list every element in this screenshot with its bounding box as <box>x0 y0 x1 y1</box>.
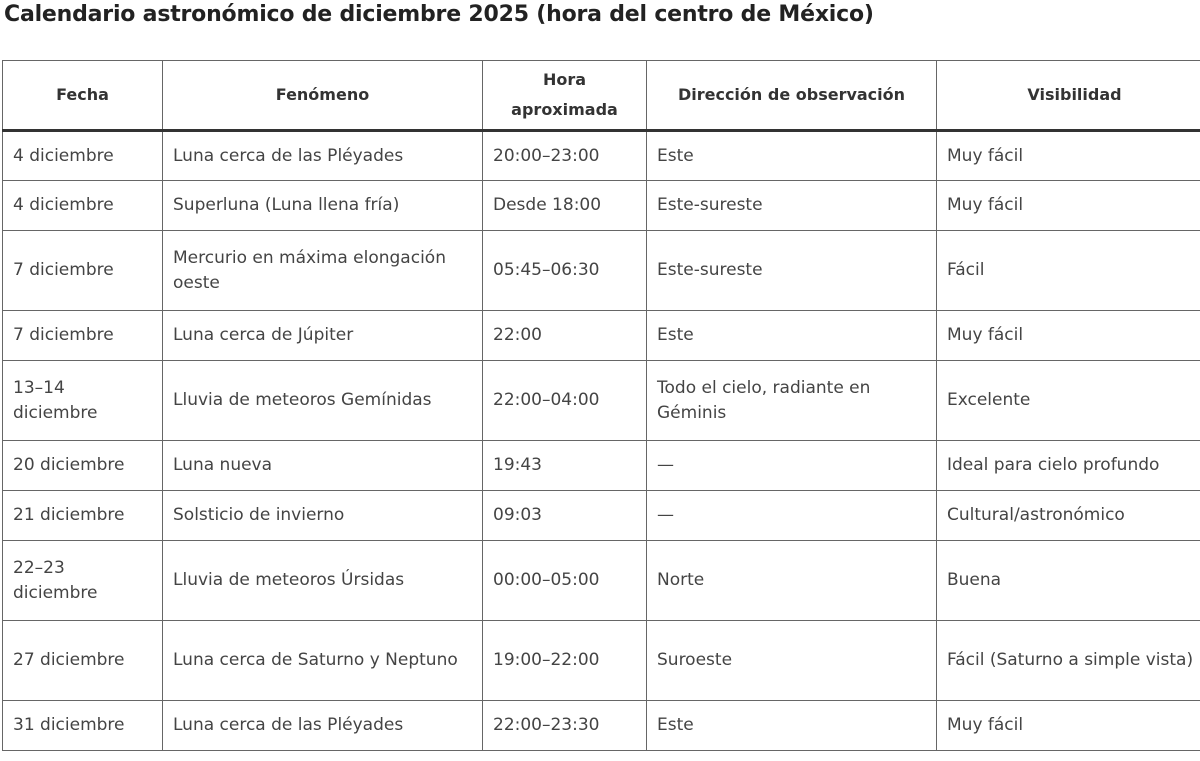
cell-fenomeno: Lluvia de meteoros Úrsidas <box>163 541 483 621</box>
cell-direccion: — <box>647 441 937 491</box>
header-fenomeno: Fenómeno <box>163 61 483 131</box>
cell-visibilidad: Muy fácil <box>937 701 1200 751</box>
cell-hora: 00:00–05:00 <box>483 541 647 621</box>
cell-fenomeno: Luna nueva <box>163 441 483 491</box>
cell-direccion: Este <box>647 311 937 361</box>
cell-hora: 19:00–22:00 <box>483 621 647 701</box>
table-row <box>3 361 1200 441</box>
cell-fecha: 21 diciembre <box>3 491 163 541</box>
cell-fenomeno: Solsticio de invierno <box>163 491 483 541</box>
cell-direccion: Todo el cielo, radiante en Géminis <box>647 361 937 441</box>
cell-fecha: 20 diciembre <box>3 441 163 491</box>
cell-direccion: Norte <box>647 541 937 621</box>
table-row <box>3 441 1200 491</box>
cell-fecha: 4 diciembre <box>3 181 163 231</box>
header-visibilidad: Visibilidad <box>937 61 1200 131</box>
header-hora-line2: aproximada <box>511 100 618 119</box>
table-row <box>3 491 1200 541</box>
cell-visibilidad: Buena <box>937 541 1200 621</box>
cell-visibilidad: Muy fácil <box>937 181 1200 231</box>
cell-visibilidad: Fácil (Saturno a simple vista) <box>937 621 1200 701</box>
table-row <box>3 131 1200 181</box>
cell-fenomeno: Mercurio en máxima elongación oeste <box>163 231 483 311</box>
cell-hora: 19:43 <box>483 441 647 491</box>
cell-hora: 22:00–23:30 <box>483 701 647 751</box>
cell-fecha: 27 diciembre <box>3 621 163 701</box>
header-direccion: Dirección de observación <box>647 61 937 131</box>
cell-direccion: Este <box>647 701 937 751</box>
cell-direccion: — <box>647 491 937 541</box>
cell-fecha: 4 diciembre <box>3 131 163 181</box>
cell-hora: 22:00–04:00 <box>483 361 647 441</box>
cell-direccion: Este <box>647 131 937 181</box>
page-title: Calendario astronómico de diciembre 2025 (hora del centro de México) <box>4 2 874 27</box>
table-row <box>3 231 1200 311</box>
cell-hora: 09:03 <box>483 491 647 541</box>
cell-fecha: 7 diciembre <box>3 311 163 361</box>
table-header-row <box>3 61 1200 131</box>
cell-fecha: 31 diciembre <box>3 701 163 751</box>
cell-visibilidad: Excelente <box>937 361 1200 441</box>
header-fecha: Fecha <box>3 61 163 131</box>
cell-fenomeno: Luna cerca de las Pléyades <box>163 701 483 751</box>
cell-fecha: 13–14 diciembre <box>3 361 163 441</box>
cell-hora: 05:45–06:30 <box>483 231 647 311</box>
cell-fecha: 22–23 diciembre <box>3 541 163 621</box>
cell-fenomeno: Superluna (Luna llena fría) <box>163 181 483 231</box>
cell-direccion: Suroeste <box>647 621 937 701</box>
cell-visibilidad: Cultural/astronómico <box>937 491 1200 541</box>
table-row <box>3 541 1200 621</box>
cell-fenomeno: Luna cerca de Júpiter <box>163 311 483 361</box>
cell-visibilidad: Ideal para cielo profundo <box>937 441 1200 491</box>
cell-hora: 20:00–23:00 <box>483 131 647 181</box>
table-row <box>3 701 1200 751</box>
cell-visibilidad: Muy fácil <box>937 311 1200 361</box>
cell-fenomeno: Lluvia de meteoros Gemínidas <box>163 361 483 441</box>
cell-direccion: Este-sureste <box>647 231 937 311</box>
cell-visibilidad: Fácil <box>937 231 1200 311</box>
header-hora <box>483 61 647 131</box>
cell-fenomeno: Luna cerca de Saturno y Neptuno <box>163 621 483 701</box>
astronomical-calendar-table <box>2 60 1200 751</box>
table-row <box>3 311 1200 361</box>
cell-hora: Desde 18:00 <box>483 181 647 231</box>
table-row <box>3 621 1200 701</box>
cell-visibilidad: Muy fácil <box>937 131 1200 181</box>
cell-fenomeno: Luna cerca de las Pléyades <box>163 131 483 181</box>
cell-direccion: Este-sureste <box>647 181 937 231</box>
header-hora-line1: Hora <box>542 70 587 89</box>
cell-fecha: 7 diciembre <box>3 231 163 311</box>
table-row <box>3 181 1200 231</box>
cell-hora: 22:00 <box>483 311 647 361</box>
